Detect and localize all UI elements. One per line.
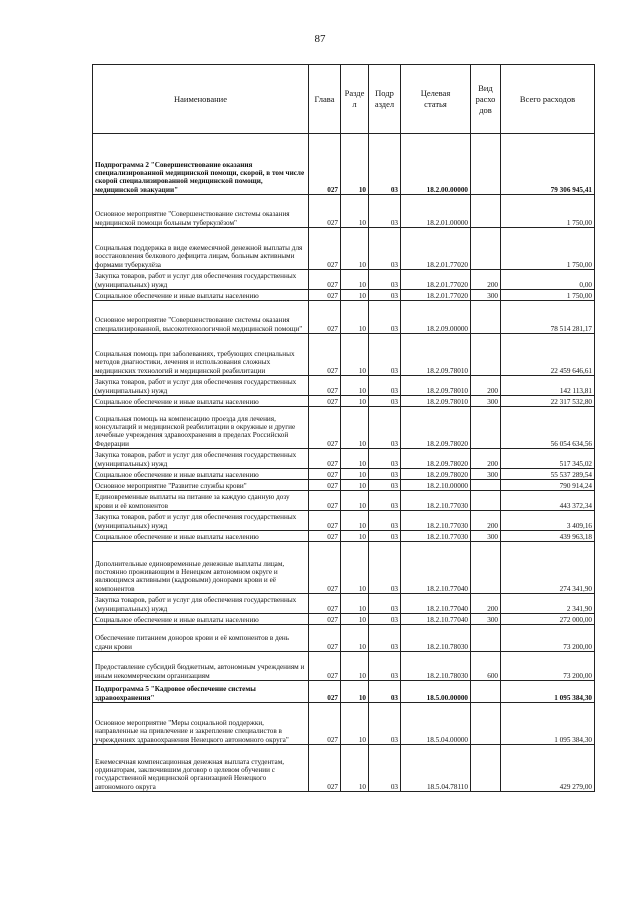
- cell-podrazdel: 03: [369, 301, 401, 334]
- cell-total: 56 054 634,56: [501, 407, 595, 449]
- cell-statya: 18.2.10.77030: [401, 491, 471, 511]
- cell-podrazdel: 03: [369, 407, 401, 449]
- table-row: [93, 745, 595, 792]
- cell-statya: 18.2.01.00000: [401, 195, 471, 228]
- cell-vid: [471, 134, 501, 195]
- cell-statya: 18.2.10.77040: [401, 594, 471, 614]
- cell-podrazdel: 03: [369, 334, 401, 376]
- cell-razdel: 10: [341, 491, 369, 511]
- cell-podrazdel: 03: [369, 542, 401, 594]
- table-row: [93, 594, 595, 614]
- cell-razdel: 10: [341, 396, 369, 407]
- cell-name: Социальная поддержка в виде ежемесячной денежной выплаты для восстановления белкового дефицита лицам, больным активными формами туберкулёза: [93, 228, 309, 270]
- cell-glava: 027: [309, 469, 341, 480]
- cell-glava: 027: [309, 270, 341, 290]
- cell-vid: [471, 745, 501, 792]
- cell-total: 79 306 945,41: [501, 134, 595, 195]
- cell-vid: [471, 407, 501, 449]
- cell-total: 22 459 646,61: [501, 334, 595, 376]
- cell-razdel: 10: [341, 652, 369, 681]
- cell-razdel: 10: [341, 614, 369, 625]
- cell-glava: 027: [309, 195, 341, 228]
- cell-podrazdel: 03: [369, 703, 401, 745]
- cell-statya: 18.2.01.77020: [401, 228, 471, 270]
- cell-razdel: 10: [341, 407, 369, 449]
- cell-podrazdel: 03: [369, 625, 401, 652]
- table-row: [93, 396, 595, 407]
- table-header-row: [93, 65, 595, 134]
- cell-glava: 027: [309, 531, 341, 542]
- cell-total: 1 750,00: [501, 228, 595, 270]
- header-podrazdel: Подр аздел: [369, 65, 401, 134]
- cell-vid: [471, 195, 501, 228]
- cell-statya: 18.2.10.78030: [401, 652, 471, 681]
- cell-total: 73 200,00: [501, 625, 595, 652]
- cell-vid: 300: [471, 290, 501, 301]
- cell-statya: 18.2.09.78010: [401, 396, 471, 407]
- cell-total: 1 750,00: [501, 290, 595, 301]
- cell-razdel: 10: [341, 531, 369, 542]
- expenditure-table: [92, 64, 595, 792]
- cell-vid: 200: [471, 594, 501, 614]
- cell-razdel: 10: [341, 376, 369, 396]
- cell-total: 429 279,00: [501, 745, 595, 792]
- cell-name: Основное мероприятие "Меры социальной поддержки, направленные на привлечение и закрепление специалистов в учреждениях здравоохранения Ненецкого автономного округа": [93, 703, 309, 745]
- cell-vid: 300: [471, 614, 501, 625]
- table-row: [93, 614, 595, 625]
- cell-glava: 027: [309, 594, 341, 614]
- cell-statya: 18.5.04.78110: [401, 745, 471, 792]
- cell-vid: [471, 480, 501, 491]
- cell-vid: 200: [471, 376, 501, 396]
- cell-statya: 18.2.10.00000: [401, 480, 471, 491]
- table-row: [93, 703, 595, 745]
- table-body: [93, 134, 595, 792]
- cell-statya: 18.2.09.78020: [401, 407, 471, 449]
- cell-vid: 600: [471, 652, 501, 681]
- table-row: [93, 511, 595, 531]
- cell-total: 274 341,90: [501, 542, 595, 594]
- cell-statya: 18.2.01.77020: [401, 290, 471, 301]
- cell-name: Основное мероприятие "Совершенствование системы оказания медицинской помощи больным туберкулёзом": [93, 195, 309, 228]
- cell-total: 1 750,00: [501, 195, 595, 228]
- table-row: [93, 469, 595, 480]
- cell-statya: 18.5.04.00000: [401, 703, 471, 745]
- cell-name: Подпрограмма 5 "Кадровое обеспечение системы здравоохранения": [93, 681, 309, 703]
- header-razdel: Разде л: [341, 65, 369, 134]
- cell-total: 790 914,24: [501, 480, 595, 491]
- cell-vid: [471, 542, 501, 594]
- cell-name: Закупка товаров, работ и услуг для обеспечения государственных (муниципальных) нужд: [93, 449, 309, 469]
- cell-vid: 200: [471, 270, 501, 290]
- table-row: [93, 134, 595, 195]
- cell-glava: 027: [309, 334, 341, 376]
- cell-podrazdel: 03: [369, 270, 401, 290]
- cell-total: 78 514 281,17: [501, 301, 595, 334]
- cell-glava: 027: [309, 703, 341, 745]
- cell-razdel: 10: [341, 301, 369, 334]
- header-name: Наименование: [93, 65, 309, 134]
- cell-statya: 18.2.10.77040: [401, 614, 471, 625]
- cell-name: Социальное обеспечение и иные выплаты населению: [93, 469, 309, 480]
- cell-name: Дополнительные единовременные денежные выплаты лицам, постоянно проживающим в Ненецком автономном округе и являющимся активными (кадровыми) донорами крови и её компонентов: [93, 542, 309, 594]
- cell-statya: 18.2.09.78010: [401, 376, 471, 396]
- table-row: [93, 301, 595, 334]
- cell-razdel: 10: [341, 745, 369, 792]
- cell-name: Социальное обеспечение и иные выплаты населению: [93, 396, 309, 407]
- cell-glava: 027: [309, 625, 341, 652]
- cell-statya: 18.2.10.77030: [401, 511, 471, 531]
- cell-name: Обеспечение питанием доноров крови и её компонентов в день сдачи крови: [93, 625, 309, 652]
- table-row: [93, 480, 595, 491]
- cell-vid: [471, 334, 501, 376]
- cell-name: Ежемесячная компенсационная денежная выплата студентам, ординаторам, заключившим договор о целевом обучении с государственной медицинской организацией Ненецкого автономного округа: [93, 745, 309, 792]
- cell-podrazdel: 03: [369, 531, 401, 542]
- cell-podrazdel: 03: [369, 195, 401, 228]
- cell-glava: 027: [309, 681, 341, 703]
- cell-total: 272 000,00: [501, 614, 595, 625]
- table-row: [93, 652, 595, 681]
- cell-vid: 300: [471, 531, 501, 542]
- cell-razdel: 10: [341, 594, 369, 614]
- table-row: [93, 491, 595, 511]
- cell-podrazdel: 03: [369, 396, 401, 407]
- table-row: [93, 270, 595, 290]
- cell-podrazdel: 03: [369, 511, 401, 531]
- cell-razdel: 10: [341, 195, 369, 228]
- cell-total: 73 200,00: [501, 652, 595, 681]
- cell-razdel: 10: [341, 469, 369, 480]
- table-row: [93, 625, 595, 652]
- cell-podrazdel: 03: [369, 449, 401, 469]
- cell-name: Единовременные выплаты на питание за каждую сданную дозу крови и её компонентов: [93, 491, 309, 511]
- cell-podrazdel: 03: [369, 469, 401, 480]
- table-row: [93, 195, 595, 228]
- cell-name: Социальное обеспечение и иные выплаты населению: [93, 531, 309, 542]
- cell-total: 142 113,81: [501, 376, 595, 396]
- cell-razdel: 10: [341, 480, 369, 491]
- cell-statya: 18.2.09.78020: [401, 469, 471, 480]
- cell-razdel: 10: [341, 290, 369, 301]
- cell-glava: 027: [309, 614, 341, 625]
- cell-glava: 027: [309, 407, 341, 449]
- cell-total: 443 372,34: [501, 491, 595, 511]
- header-total: Всего расходов: [501, 65, 595, 134]
- cell-vid: 200: [471, 511, 501, 531]
- cell-statya: 18.2.09.00000: [401, 301, 471, 334]
- cell-statya: 18.2.10.77040: [401, 542, 471, 594]
- header-vid: Вид расхо дов: [471, 65, 501, 134]
- cell-total: 1 095 384,30: [501, 703, 595, 745]
- cell-statya: 18.2.00.00000: [401, 134, 471, 195]
- cell-glava: 027: [309, 511, 341, 531]
- cell-total: 3 409,16: [501, 511, 595, 531]
- cell-vid: [471, 301, 501, 334]
- cell-razdel: 10: [341, 681, 369, 703]
- cell-total: 22 317 532,80: [501, 396, 595, 407]
- cell-podrazdel: 03: [369, 491, 401, 511]
- cell-podrazdel: 03: [369, 594, 401, 614]
- cell-podrazdel: 03: [369, 745, 401, 792]
- cell-name: Социальное обеспечение и иные выплаты населению: [93, 290, 309, 301]
- cell-total: 2 341,90: [501, 594, 595, 614]
- cell-name: Основное мероприятие "Развитие службы крови": [93, 480, 309, 491]
- table-row: [93, 290, 595, 301]
- cell-total: 1 095 384,30: [501, 681, 595, 703]
- table-row: [93, 531, 595, 542]
- page-number: 87: [314, 33, 326, 45]
- cell-podrazdel: 03: [369, 652, 401, 681]
- cell-podrazdel: 03: [369, 480, 401, 491]
- header-statya: Целевая статья: [401, 65, 471, 134]
- cell-vid: [471, 681, 501, 703]
- cell-razdel: 10: [341, 334, 369, 376]
- cell-glava: 027: [309, 376, 341, 396]
- cell-glava: 027: [309, 449, 341, 469]
- cell-name: Социальное обеспечение и иные выплаты населению: [93, 614, 309, 625]
- cell-vid: 300: [471, 396, 501, 407]
- cell-statya: 18.2.09.78010: [401, 334, 471, 376]
- cell-total: 0,00: [501, 270, 595, 290]
- header-glava: Глава: [309, 65, 341, 134]
- cell-statya: 18.2.10.78030: [401, 625, 471, 652]
- cell-podrazdel: 03: [369, 376, 401, 396]
- cell-vid: [471, 703, 501, 745]
- cell-podrazdel: 03: [369, 681, 401, 703]
- cell-razdel: 10: [341, 511, 369, 531]
- cell-glava: 027: [309, 652, 341, 681]
- cell-glava: 027: [309, 228, 341, 270]
- cell-name: Закупка товаров, работ и услуг для обеспечения государственных (муниципальных) нужд: [93, 511, 309, 531]
- table-row: [93, 407, 595, 449]
- table-row: [93, 681, 595, 703]
- cell-name: Закупка товаров, работ и услуг для обеспечения государственных (муниципальных) нужд: [93, 594, 309, 614]
- cell-razdel: 10: [341, 134, 369, 195]
- cell-name: Подпрограмма 2 "Совершенствование оказания специализированной медицинской помощи, скорой, в том числе скорой специализированной медицинской помощи, медицинской эвакуации": [93, 134, 309, 195]
- cell-glava: 027: [309, 491, 341, 511]
- table-row: [93, 228, 595, 270]
- table-row: [93, 376, 595, 396]
- cell-podrazdel: 03: [369, 290, 401, 301]
- cell-statya: 18.5.00.00000: [401, 681, 471, 703]
- cell-statya: 18.2.10.77030: [401, 531, 471, 542]
- cell-vid: [471, 625, 501, 652]
- cell-razdel: 10: [341, 228, 369, 270]
- cell-vid: 300: [471, 469, 501, 480]
- table-row: [93, 542, 595, 594]
- cell-total: 55 537 289,54: [501, 469, 595, 480]
- cell-name: Закупка товаров, работ и услуг для обеспечения государственных (муниципальных) нужд: [93, 376, 309, 396]
- cell-podrazdel: 03: [369, 228, 401, 270]
- cell-name: Закупка товаров, работ и услуг для обеспечения государственных (муниципальных) нужд: [93, 270, 309, 290]
- table-row: [93, 449, 595, 469]
- cell-vid: 200: [471, 449, 501, 469]
- cell-glava: 027: [309, 396, 341, 407]
- cell-name: Предоставление субсидий бюджетным, автономным учреждениям и иным некоммерческим организациям: [93, 652, 309, 681]
- cell-razdel: 10: [341, 449, 369, 469]
- cell-podrazdel: 03: [369, 614, 401, 625]
- cell-glava: 027: [309, 134, 341, 195]
- cell-glava: 027: [309, 301, 341, 334]
- cell-glava: 027: [309, 542, 341, 594]
- cell-razdel: 10: [341, 703, 369, 745]
- cell-statya: 18.2.01.77020: [401, 270, 471, 290]
- cell-glava: 027: [309, 290, 341, 301]
- cell-vid: [471, 491, 501, 511]
- cell-name: Социальная помощь при заболеваниях, требующих специальных методов диагностики, лечения и использования сложных медицинских технологий и медицинской реабилитации: [93, 334, 309, 376]
- cell-name: Основное мероприятие "Совершенствование системы оказания специализированной, высокотехнологичной медицинской помощи": [93, 301, 309, 334]
- cell-total: 439 963,18: [501, 531, 595, 542]
- cell-glava: 027: [309, 480, 341, 491]
- cell-vid: [471, 228, 501, 270]
- cell-razdel: 10: [341, 542, 369, 594]
- cell-podrazdel: 03: [369, 134, 401, 195]
- cell-name: Социальная помощь на компенсацию проезда для лечения, консультаций и медицинской реабилитации в окружные и другие лечебные учреждения здравоохранения в пределах Российской Федерации: [93, 407, 309, 449]
- cell-glava: 027: [309, 745, 341, 792]
- cell-total: 517 345,02: [501, 449, 595, 469]
- cell-razdel: 10: [341, 625, 369, 652]
- cell-statya: 18.2.09.78020: [401, 449, 471, 469]
- cell-razdel: 10: [341, 270, 369, 290]
- table-row: [93, 334, 595, 376]
